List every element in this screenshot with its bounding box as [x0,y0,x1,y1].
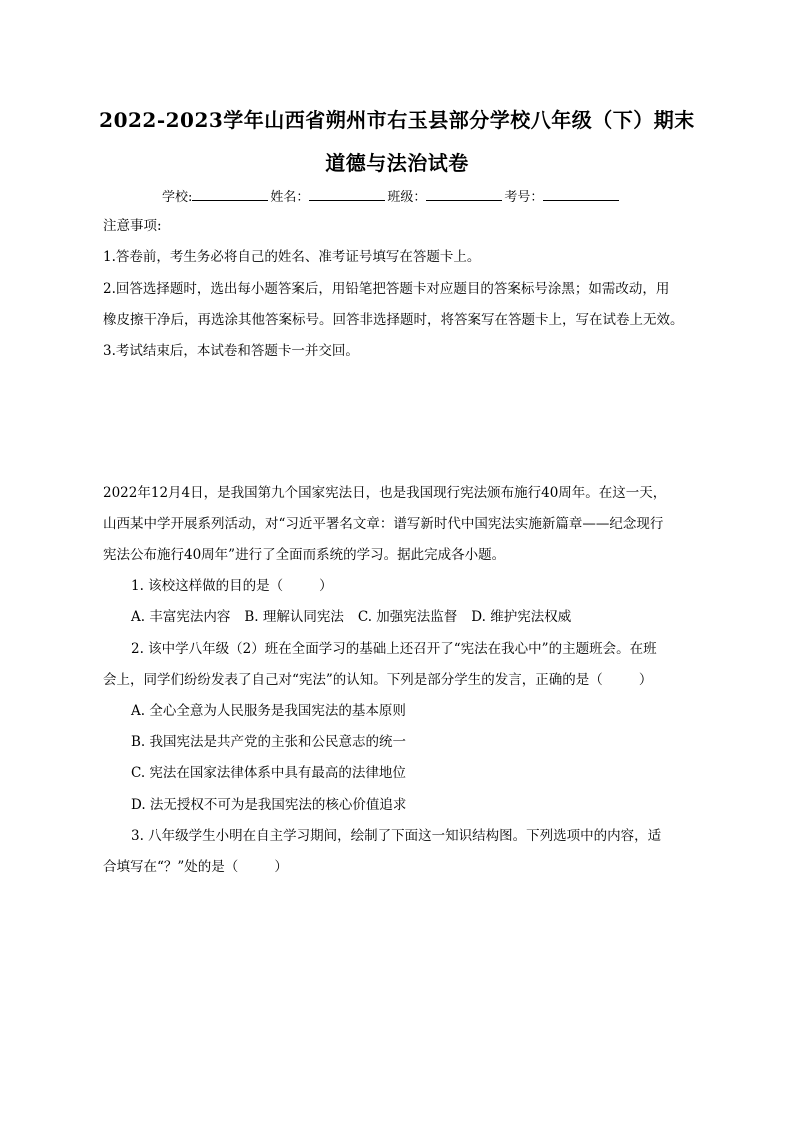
q2-close-paren: ） [638,672,653,688]
number-blank[interactable] [543,188,619,201]
class-blank[interactable] [426,188,502,201]
q2-option-a[interactable]: A. 全心全意为人民服务是我国宪法的基本原则 [131,703,406,719]
school-label: 学校: [162,190,193,205]
passage-line2: 山西某中学开展系列活动，对“习近平署名文章：谱写新时代中国宪法实施新篇章——纪念现行 [103,516,664,532]
question-2-stem-line2 [103,670,703,690]
q1-option-d[interactable]: D. 维护宪法权威 [471,609,572,625]
passage-line1: 2022年12月4日，是我国第九个国家宪法日，也是我国现行宪法颁布施行40周年。在这一天， [103,485,667,501]
question-3-stem-line1: 3. 八年级学生小明在自主学习期间，绘制了下面这一知识结构图。下列选项中的内容，适 [131,828,662,844]
notice-heading: 注意事项: [103,218,162,234]
q2-option-d[interactable]: D. 法无授权不可为是我国宪法的核心价值追求 [131,797,407,813]
notice-item-3: 3.考试结束后，本试卷和答题卡一并交回。 [103,343,359,359]
question-3-stem-line2 [103,857,703,877]
q1-option-a[interactable]: A. 丰富宪法内容 [131,609,231,625]
q1-option-c[interactable]: C. 加强宪法监督 [357,609,458,625]
question-2-stem-line1: 2. 该中学八年级（2）班在全面学习的基础上还召开了“宪法在我心中”的主题班会。在班 [131,641,657,657]
q2-option-b[interactable]: B. 我国宪法是共产党的主张和公民意志的统一 [131,734,407,750]
exam-title-line2: 道德与法治试卷 [325,151,469,175]
exam-title-line1: 2022-2023学年山西省朔州市右玉县部分学校八年级（下）期末 [99,108,695,132]
q2-option-c[interactable]: C. 宪法在国家法律体系中具有最高的法律地位 [131,765,406,781]
question-1-options [131,607,731,627]
notice-item-2-line2: 橡皮擦干净后，再选涂其他答案标号。回答非选择题时，将答案写在答题卡上，写在试卷上无效。 [103,312,684,328]
student-info-line [162,186,621,205]
number-label: 考号： [504,190,544,205]
q2-stem-text: 会上，同学们纷纷发表了自己对“宪法”的认知。下列是部分学生的发言，正确的是（ [103,672,603,688]
q1-option-b[interactable]: B. 理解认同宪法 [244,609,344,625]
q3-close-paren: ） [274,859,288,875]
name-label: 姓名： [270,190,310,205]
passage-line3: 宪法公布施行40周年”进行了全面而系统的学习。据此完成各小题。 [103,547,506,563]
notice-item-1: 1.答卷前，考生务必将自己的姓名、准考证号填写在答题卡上。 [103,249,481,265]
notice-item-2-line1: 2.回答选择题时，选出每小题答案后，用铅笔把答题卡对应题目的答案标号涂黑；如需改动，用 [103,281,670,297]
q3-stem-text: 合填写在“？”处的是（ [103,859,239,875]
class-label: 班级： [387,190,427,205]
q1-stem-text: 1. 该校这样做的目的是（ [131,578,284,594]
question-1-stem [131,576,731,596]
name-blank[interactable] [309,188,385,201]
school-blank[interactable] [192,188,268,201]
q1-close-paren: ） [319,578,333,594]
